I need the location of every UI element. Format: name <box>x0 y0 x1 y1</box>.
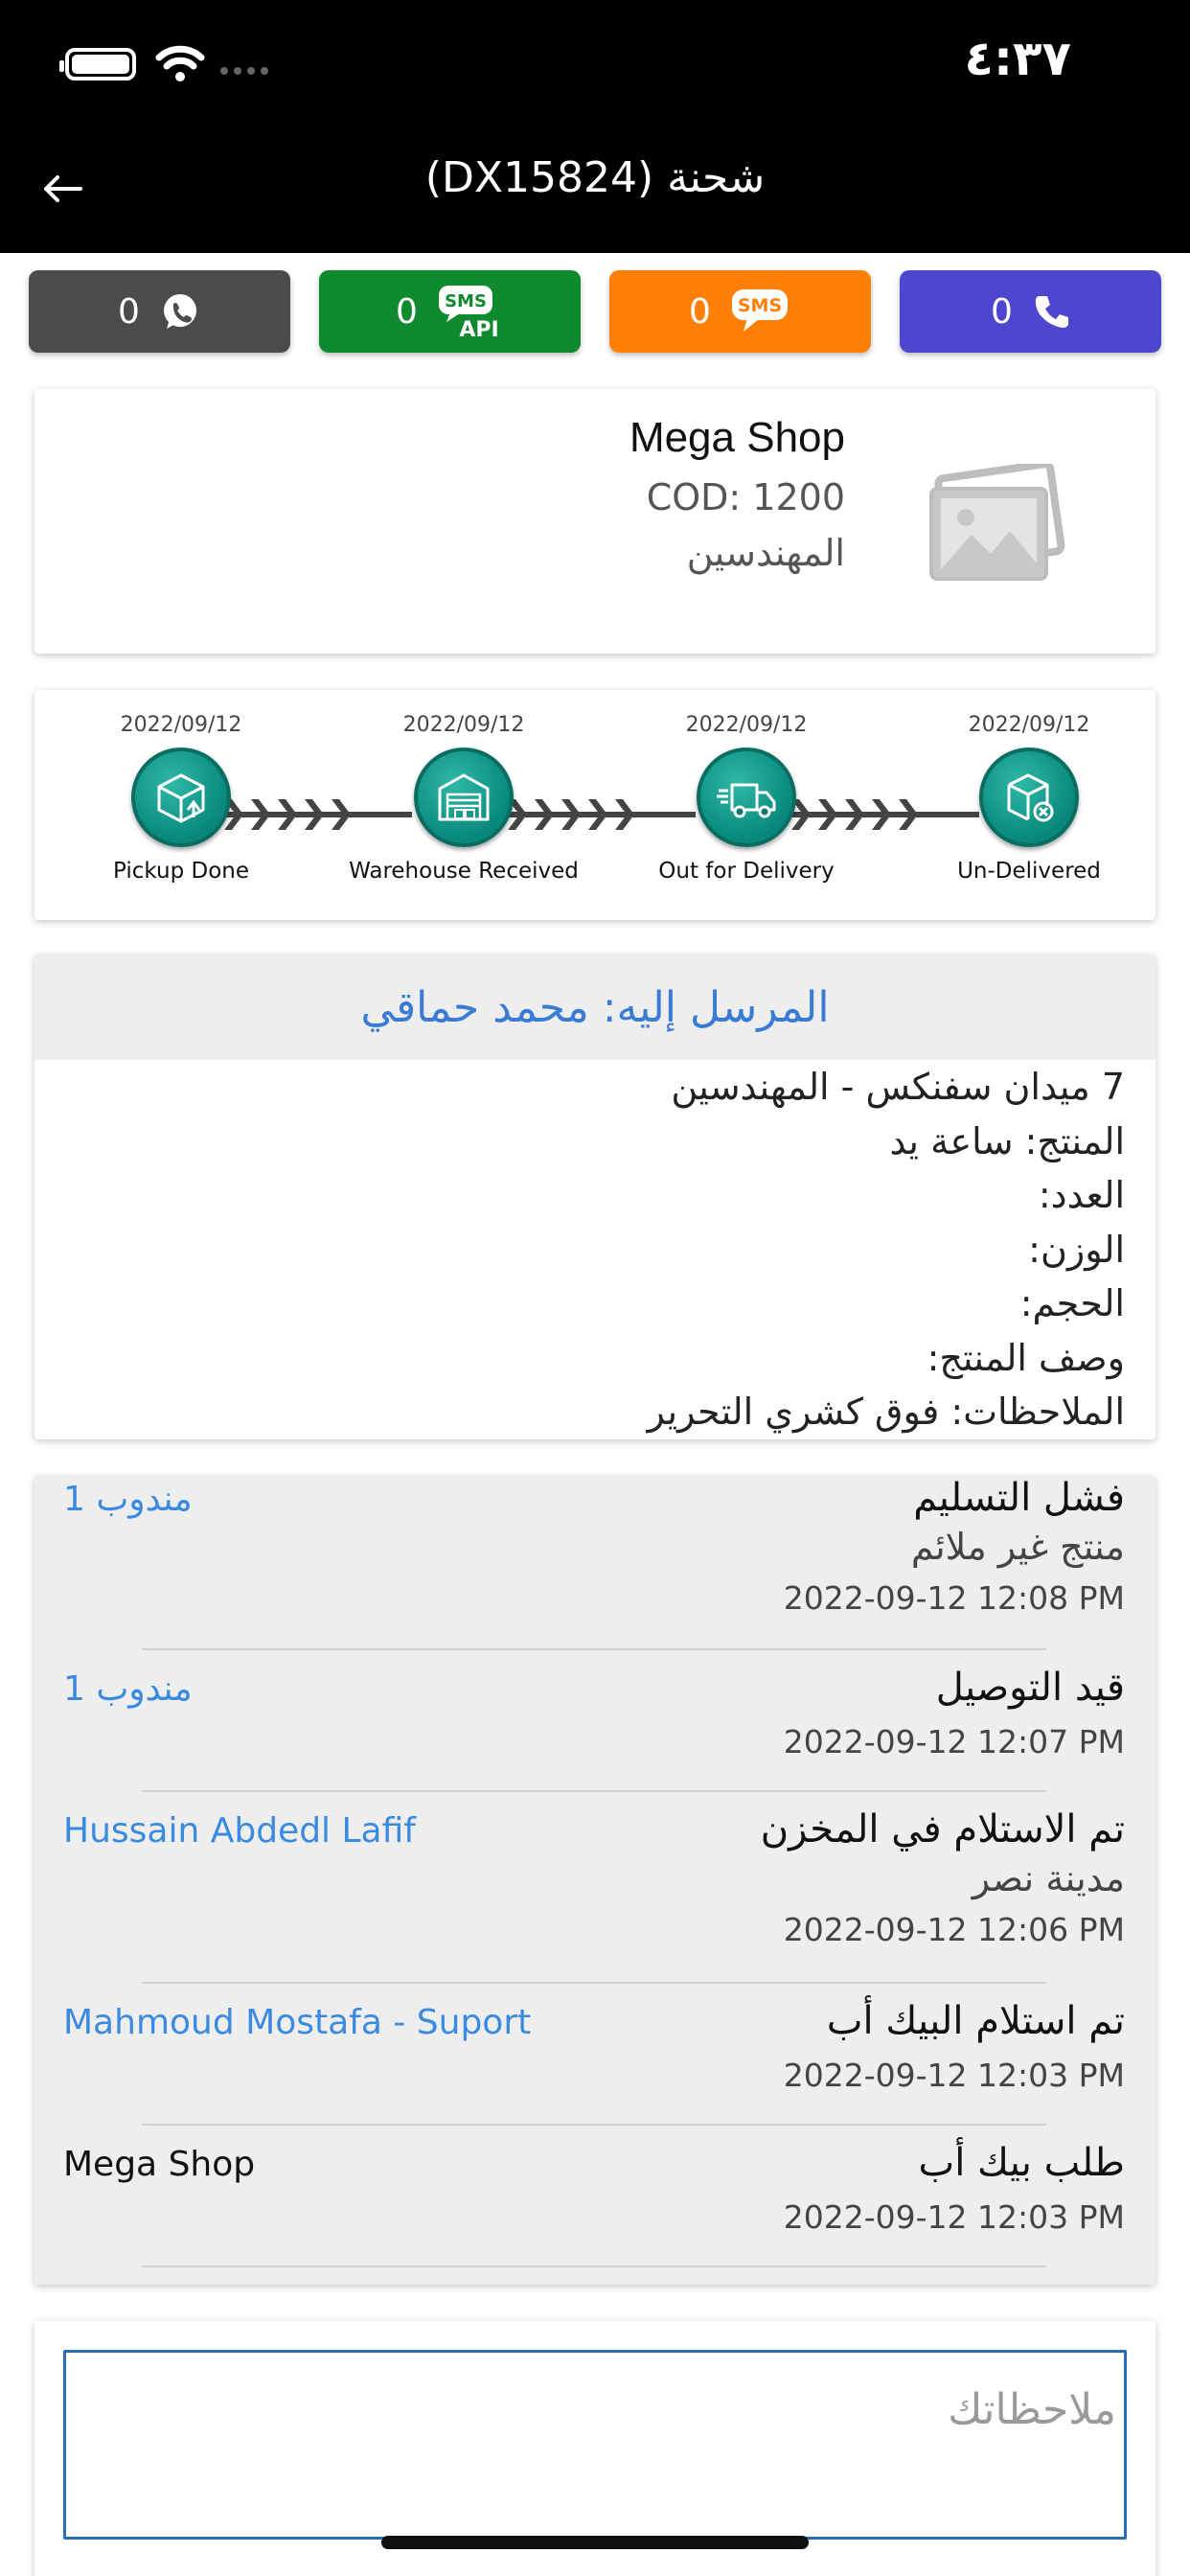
status-time: ٤:٣٧ <box>964 31 1071 86</box>
top-bar <box>0 0 1190 253</box>
recipient-quantity: العدد: <box>1038 1174 1125 1216</box>
recipient-card <box>34 954 1156 1439</box>
wifi-icon <box>155 42 205 84</box>
recipient-notes: الملاحظات: فوق كشري التحرير <box>647 1391 1125 1433</box>
shop-area: المهندسين <box>686 532 845 574</box>
sms-api-button[interactable] <box>319 270 581 353</box>
timeline-step-out-for-delivery <box>622 709 871 884</box>
timeline-label: Un-Delivered <box>957 859 1101 884</box>
history-date: 2022-09-12 12:03 PM <box>783 2198 1125 2236</box>
page-title: شحنة (DX15824) <box>424 153 766 202</box>
recipient-address: 7 ميدان سفنكس - المهندسين <box>671 1066 1125 1108</box>
divider <box>142 2124 1046 2126</box>
timeline-date: 2022/09/12 <box>685 713 808 737</box>
sms-count: 0 <box>689 291 711 332</box>
history-note: منتج غير ملائم <box>910 1526 1125 1568</box>
history-note: مدينة نصر <box>972 1857 1125 1899</box>
shop-name: Mega Shop <box>629 414 845 461</box>
shop-card <box>34 389 1156 654</box>
image-placeholder-icon <box>924 464 1067 588</box>
notes-input[interactable] <box>66 2353 1124 2537</box>
history-date: 2022-09-12 12:08 PM <box>783 1579 1125 1617</box>
contact-actions <box>29 270 1161 353</box>
recipient-product: المنتج: ساعة يد <box>889 1119 1125 1162</box>
timeline-step-warehouse <box>339 709 588 884</box>
history-agent: مندوب 1 <box>63 1480 193 1519</box>
history-agent: Mega Shop <box>63 2145 256 2184</box>
history-date: 2022-09-12 12:06 PM <box>783 1911 1125 1948</box>
timeline-step-pickup <box>57 709 306 884</box>
box-cancel-icon <box>979 748 1079 847</box>
history-agent: Hussain Abdedl Lafif <box>63 1811 416 1851</box>
sms-badge-text: SMS <box>445 291 487 311</box>
box-icon <box>131 748 231 847</box>
battery-icon <box>65 48 136 80</box>
tracking-timeline <box>34 690 1156 920</box>
cellular-signal-icon <box>220 67 268 75</box>
history-status: قيد التوصيل <box>935 1666 1125 1710</box>
whatsapp-count: 0 <box>118 291 140 332</box>
delivery-truck-icon <box>697 748 796 847</box>
timeline-label: Warehouse Received <box>349 859 579 884</box>
timeline-label: Out for Delivery <box>658 859 835 884</box>
sms-badge-text: SMS <box>737 295 783 316</box>
whatsapp-button[interactable] <box>29 270 290 353</box>
timeline-date: 2022/09/12 <box>402 713 525 737</box>
call-count: 0 <box>991 291 1013 332</box>
warehouse-icon <box>414 748 514 847</box>
shipment-history <box>34 1476 1156 2285</box>
call-button[interactable] <box>900 270 1161 353</box>
history-date: 2022-09-12 12:03 PM <box>783 2057 1125 2094</box>
history-agent: مندوب 1 <box>63 1669 193 1709</box>
notes-field-frame <box>63 2350 1127 2540</box>
api-badge-text: API <box>459 318 499 339</box>
sms-api-count: 0 <box>396 291 418 332</box>
history-status: تم استلام البيك أب <box>826 1999 1125 2043</box>
sms-icon <box>730 288 791 335</box>
timeline-label: Pickup Done <box>112 859 249 884</box>
timeline-date: 2022/09/12 <box>120 713 242 737</box>
timeline-arrows <box>220 794 987 836</box>
home-indicator[interactable] <box>381 2536 809 2549</box>
divider <box>142 2266 1046 2267</box>
timeline-date: 2022/09/12 <box>968 713 1090 737</box>
recipient-title: المرسل إليه: محمد حماقي <box>34 954 1156 1060</box>
whatsapp-icon <box>159 290 201 333</box>
recipient-weight: الوزن: <box>1028 1228 1125 1271</box>
history-agent: Mahmoud Mostafa - Suport <box>63 2003 532 2042</box>
shop-cod: COD: 1200 <box>646 476 845 518</box>
history-status: طلب بيك أب <box>918 2141 1125 2185</box>
recipient-size: الحجم: <box>1019 1282 1125 1324</box>
sms-button[interactable] <box>609 270 871 353</box>
history-date: 2022-09-12 12:07 PM <box>783 1723 1125 1760</box>
phone-icon <box>1032 292 1070 331</box>
recipient-product-description: وصف المنتج: <box>927 1336 1125 1379</box>
history-status: فشل التسليم <box>913 1476 1125 1520</box>
divider <box>142 1790 1046 1792</box>
divider <box>142 1648 1046 1650</box>
divider <box>142 1982 1046 1984</box>
sms-api-icon <box>437 284 504 339</box>
timeline-step-undelivered <box>904 709 1154 884</box>
history-status: تم الاستلام في المخزن <box>760 1807 1125 1852</box>
